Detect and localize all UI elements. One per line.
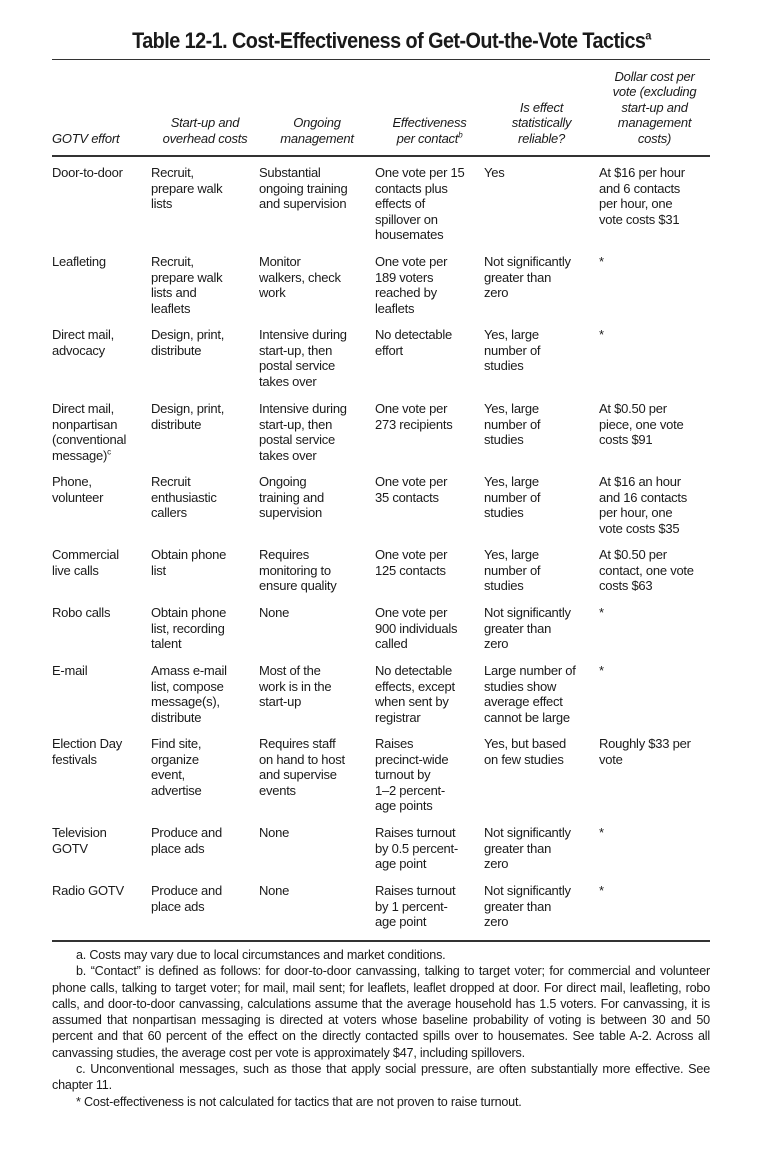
cell-effort bbox=[52, 465, 151, 538]
cell-reliable bbox=[484, 156, 599, 245]
cell-text: One vote per 125 contacts bbox=[375, 547, 448, 578]
cell-text: Intensive during start-up, then postal service takes over bbox=[259, 327, 347, 389]
cell-effect bbox=[375, 245, 484, 318]
cell-text: Ongoing training and supervision bbox=[259, 474, 324, 520]
cell-text: * bbox=[599, 605, 604, 620]
cell-effect bbox=[375, 156, 484, 245]
table-row bbox=[52, 538, 710, 596]
cell-text: * bbox=[599, 825, 604, 840]
cell-startup bbox=[151, 245, 259, 318]
header-label: Dollar cost per vote (excluding start-up and management costs) bbox=[612, 68, 697, 146]
cell-text: At $16 per hour and 6 contacts per hour, one vote costs $31 bbox=[599, 165, 685, 227]
title-footnote-marker: a bbox=[645, 28, 651, 43]
table-row bbox=[52, 318, 710, 392]
table-row bbox=[52, 156, 710, 245]
cell-text: Television GOTV bbox=[52, 825, 107, 856]
cell-text: Not significantly greater than zero bbox=[484, 825, 571, 871]
footnote: c. Unconventional messages, such as those that apply social pressure, are often substantially more effective. See chapter 11. bbox=[52, 1062, 710, 1093]
cell-text: At $0.50 per piece, one vote costs $91 bbox=[599, 401, 684, 447]
cell-text: One vote per 15 contacts plus effects of spillover on housemates bbox=[375, 165, 465, 242]
cell-text: Commercial live calls bbox=[52, 547, 119, 578]
table-row bbox=[52, 465, 710, 538]
cell-text: One vote per 35 contacts bbox=[375, 474, 448, 505]
cell-ongoing bbox=[259, 538, 375, 596]
cell-text: None bbox=[259, 825, 290, 840]
cell-effort bbox=[52, 245, 151, 318]
cell-ongoing bbox=[259, 874, 375, 930]
cell-text: Door-to-door bbox=[52, 165, 123, 180]
cell-ongoing bbox=[259, 465, 375, 538]
cell-effect bbox=[375, 874, 484, 930]
column-header-ongoing-management bbox=[259, 60, 375, 156]
table-row bbox=[52, 816, 710, 874]
cell-effect bbox=[375, 318, 484, 392]
cell-effect bbox=[375, 654, 484, 727]
column-header-gotv-effort bbox=[52, 60, 151, 156]
cell-text: Leafleting bbox=[52, 254, 106, 269]
cell-ongoing bbox=[259, 318, 375, 392]
cell-effort bbox=[52, 874, 151, 930]
cell-text: Roughly $33 per vote bbox=[599, 736, 691, 767]
cell-text: None bbox=[259, 883, 290, 898]
cell-text: Raises precinct-wide turnout by 1–2 percent- age points bbox=[375, 736, 449, 813]
cell-text: Monitor walkers, check work bbox=[259, 254, 341, 300]
table-row bbox=[52, 654, 710, 727]
cell-cost bbox=[599, 156, 710, 245]
cell-text: No detectable effort bbox=[375, 327, 452, 358]
cell-cost bbox=[599, 318, 710, 392]
cell-text: E-mail bbox=[52, 663, 88, 678]
cell-text: At $16 an hour and 16 contacts per hour, one vote costs $35 bbox=[599, 474, 688, 536]
header-label: Effectiveness per contact bbox=[392, 115, 467, 146]
header-label: Is effect statistically reliable? bbox=[511, 99, 572, 146]
footnote: a. Costs may vary due to local circumstances and market conditions. bbox=[76, 948, 446, 962]
cell-text: Election Day festivals bbox=[52, 736, 122, 767]
footnote: b. “Contact” is defined as follows: for door-to-door canvassing, talking to target voter; for commercial and volunteer phone calls, talking to target voter; for mail, mail sent; for leaflets, leaflet dropped at door. For direct mail, leafleting, robo calls, and door-to-door canvassing, calculations assume that the average household has 1.5 voters. For canvassing, it is assumed that nonpartisan messaging is directed at voters whose baseline probability of voting is between 30 and 50 percent and that 60 percent of the effect on the directly contacted spills over to housemates. See table A-2. Across all canvassing studies, the average cost per vote is approximately $47, including spillovers. bbox=[52, 964, 710, 1060]
gotv-table bbox=[52, 60, 710, 930]
cell-text: Produce and place ads bbox=[151, 883, 222, 914]
cell-effect bbox=[375, 392, 484, 465]
cell-reliable bbox=[484, 318, 599, 392]
cell-text: None bbox=[259, 605, 290, 620]
cell-ongoing bbox=[259, 156, 375, 245]
table-row bbox=[52, 245, 710, 318]
cell-ongoing bbox=[259, 727, 375, 816]
cell-effort bbox=[52, 538, 151, 596]
cell-text: Most of the work is in the start-up bbox=[259, 663, 332, 709]
table-row bbox=[52, 392, 710, 465]
cell-text: Intensive during start-up, then postal service takes over bbox=[259, 401, 347, 463]
cell-text: Requires staff on hand to host and supervise events bbox=[259, 736, 345, 798]
cell-startup bbox=[151, 596, 259, 654]
cell-text: Yes, large number of studies bbox=[484, 474, 541, 520]
cell-startup bbox=[151, 727, 259, 816]
cell-startup bbox=[151, 318, 259, 392]
cell-text: Direct mail, advocacy bbox=[52, 327, 115, 358]
cell-text: Yes, large number of studies bbox=[484, 401, 541, 447]
cell-startup bbox=[151, 816, 259, 874]
cell-effect bbox=[375, 538, 484, 596]
header-label: Start-up and overhead costs bbox=[162, 115, 248, 146]
cell-text: Recruit enthusiastic callers bbox=[151, 474, 217, 520]
cell-text: * bbox=[599, 883, 604, 898]
cell-effort bbox=[52, 318, 151, 392]
cell-reliable bbox=[484, 465, 599, 538]
cell-text: Find site, organize event, advertise bbox=[151, 736, 202, 798]
cell-effect bbox=[375, 816, 484, 874]
cell-effort bbox=[52, 654, 151, 727]
cell-startup bbox=[151, 538, 259, 596]
cell-cost bbox=[599, 874, 710, 930]
cell-effort bbox=[52, 392, 151, 465]
table-row bbox=[52, 874, 710, 930]
cell-text: Obtain phone list bbox=[151, 547, 227, 578]
cell-cost bbox=[599, 392, 710, 465]
footnote-marker: c bbox=[107, 447, 111, 457]
cell-ongoing bbox=[259, 596, 375, 654]
cell-reliable bbox=[484, 596, 599, 654]
table-row bbox=[52, 727, 710, 816]
cell-effort bbox=[52, 727, 151, 816]
cell-text: Yes, but based on few studies bbox=[484, 736, 567, 767]
cell-effect bbox=[375, 465, 484, 538]
cell-text: Design, print, distribute bbox=[151, 327, 225, 358]
cell-text: Recruit, prepare walk lists and leaflets bbox=[151, 254, 223, 316]
cell-text: Obtain phone list, recording talent bbox=[151, 605, 227, 651]
cell-ongoing bbox=[259, 654, 375, 727]
cell-effect bbox=[375, 596, 484, 654]
bottom-rule bbox=[52, 940, 710, 942]
title-text: Table 12-1. Cost-Effectiveness of Get-Out-the-Vote Tactics bbox=[132, 28, 646, 53]
column-header-startup-costs bbox=[151, 60, 259, 156]
cell-text: One vote per 189 voters reached by leaflets bbox=[375, 254, 448, 316]
cell-reliable bbox=[484, 874, 599, 930]
cell-text: Direct mail, nonpartisan (conventional message) bbox=[52, 401, 127, 463]
cell-text: Not significantly greater than zero bbox=[484, 605, 571, 651]
header-footnote-marker: b bbox=[458, 130, 463, 140]
footnote: * Cost-effectiveness is not calculated for tactics that are not proven to raise turnout. bbox=[76, 1094, 522, 1109]
cell-cost bbox=[599, 596, 710, 654]
cell-cost bbox=[599, 465, 710, 538]
cell-effort bbox=[52, 816, 151, 874]
cell-text: One vote per 900 individuals called bbox=[375, 605, 458, 651]
cell-cost bbox=[599, 245, 710, 318]
cell-text: Radio GOTV bbox=[52, 883, 124, 898]
cell-text: No detectable effects, except when sent by registrar bbox=[375, 663, 455, 725]
cell-reliable bbox=[484, 816, 599, 874]
cell-reliable bbox=[484, 392, 599, 465]
cell-text: Phone, volunteer bbox=[52, 474, 104, 505]
cell-text: Yes bbox=[484, 165, 505, 180]
header-label: GOTV effort bbox=[52, 130, 120, 146]
cell-startup bbox=[151, 465, 259, 538]
cell-text: Robo calls bbox=[52, 605, 111, 620]
cell-text: Large number of studies show average effect cannot be large bbox=[484, 663, 576, 725]
cell-cost bbox=[599, 816, 710, 874]
cell-text: Not significantly greater than zero bbox=[484, 883, 571, 929]
cell-reliable bbox=[484, 245, 599, 318]
cell-text: At $0.50 per contact, one vote costs $63 bbox=[599, 547, 694, 593]
column-header-effectiveness bbox=[375, 60, 484, 156]
cell-text: One vote per 273 recipients bbox=[375, 401, 453, 432]
cell-cost bbox=[599, 538, 710, 596]
cell-cost bbox=[599, 654, 710, 727]
header-row bbox=[52, 60, 710, 156]
cell-startup bbox=[151, 156, 259, 245]
cell-ongoing bbox=[259, 392, 375, 465]
column-header-dollar-cost bbox=[599, 60, 710, 156]
cell-text: Substantial ongoing training and supervision bbox=[259, 165, 348, 211]
cell-text: Amass e-mail list, compose message(s), distribute bbox=[151, 663, 227, 725]
footnotes bbox=[52, 947, 710, 1110]
column-header-reliability bbox=[484, 60, 599, 156]
cell-effect bbox=[375, 727, 484, 816]
cell-ongoing bbox=[259, 245, 375, 318]
cell-text: Raises turnout by 1 percent- age point bbox=[375, 883, 456, 929]
cell-text: * bbox=[599, 327, 604, 342]
cell-text: Produce and place ads bbox=[151, 825, 222, 856]
cell-text: * bbox=[599, 254, 604, 269]
cell-text: Yes, large number of studies bbox=[484, 547, 541, 593]
cell-text: Recruit, prepare walk lists bbox=[151, 165, 223, 211]
cell-text: Design, print, distribute bbox=[151, 401, 225, 432]
table-title bbox=[39, 28, 744, 54]
cell-ongoing bbox=[259, 816, 375, 874]
cell-text: Not significantly greater than zero bbox=[484, 254, 571, 300]
cell-effort bbox=[52, 156, 151, 245]
cell-text: Requires monitoring to ensure quality bbox=[259, 547, 337, 593]
cell-startup bbox=[151, 874, 259, 930]
cell-cost bbox=[599, 727, 710, 816]
cell-effort bbox=[52, 596, 151, 654]
cell-reliable bbox=[484, 654, 599, 727]
cell-reliable bbox=[484, 727, 599, 816]
table-row bbox=[52, 596, 710, 654]
cell-startup bbox=[151, 654, 259, 727]
cell-startup bbox=[151, 392, 259, 465]
cell-text: Raises turnout by 0.5 percent- age point bbox=[375, 825, 458, 871]
cell-text: Yes, large number of studies bbox=[484, 327, 541, 373]
header-label: Ongoing management bbox=[280, 115, 354, 146]
cell-reliable bbox=[484, 538, 599, 596]
cell-text: * bbox=[599, 663, 604, 678]
